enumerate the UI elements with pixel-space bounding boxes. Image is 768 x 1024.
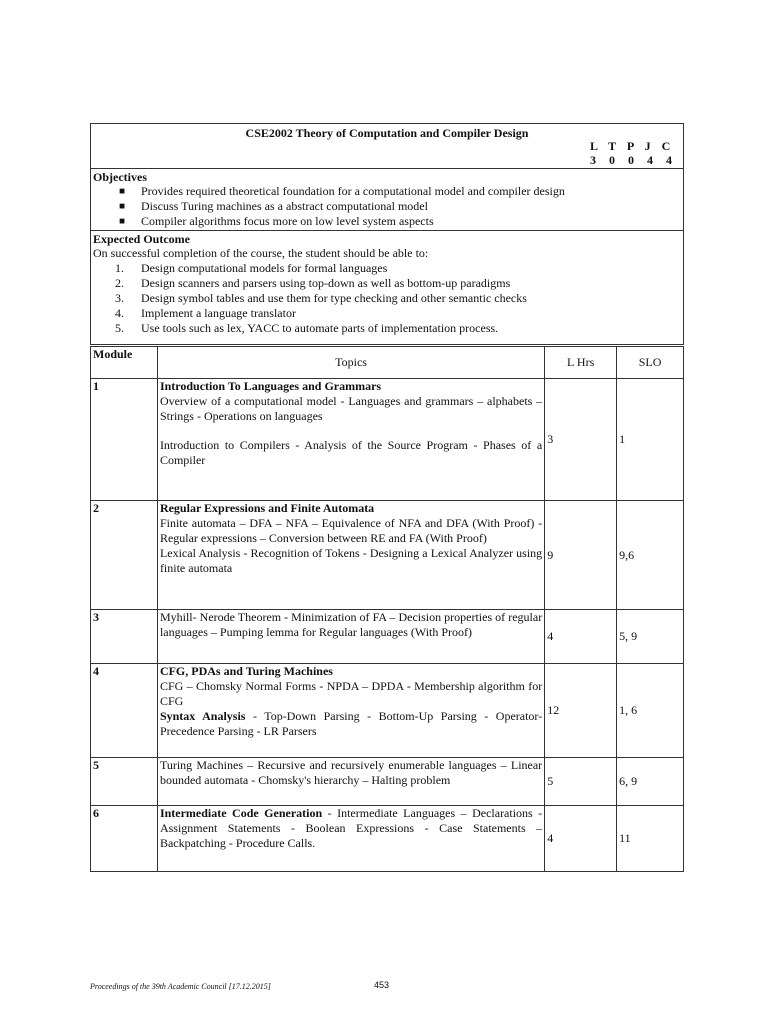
syllabus-sheet	[90, 123, 684, 850]
course-title-block	[90, 123, 684, 169]
module-lhrs: 3	[545, 379, 617, 501]
module-topics	[157, 806, 544, 872]
table-row	[91, 501, 684, 610]
module-topics	[157, 610, 544, 664]
objective-item	[93, 184, 681, 199]
module-text: Introduction to Compilers - Analysis of the Source Program - Phases of a Compiler	[159, 438, 543, 467]
outcome-text: Use tools such as lex, YACC to automate parts of implementation process.	[141, 321, 499, 335]
module-number: 4	[91, 664, 158, 758]
module-text: Lexical Analysis - Recognition of Tokens - Designing a Lexical Analyzer using finite automata	[159, 546, 543, 575]
outcome-item: 3. Design symbol tables and use them for type checking and other semantic checks	[115, 291, 527, 305]
module-text: Finite automata – DFA – NFA – Equivalence of NFA and DFA (With Proof) - Regular expressions – Conversion between RE and FA (With Proof)	[159, 516, 543, 545]
table-row	[91, 806, 684, 872]
outcome-heading: Expected Outcome	[93, 232, 190, 246]
module-lhrs: 9	[545, 501, 617, 610]
objectives-heading: Objectives	[93, 170, 147, 184]
table-row	[91, 610, 684, 664]
module-number: 3	[91, 610, 158, 664]
bullet-icon: ■	[119, 186, 126, 197]
header-topics: Topics	[157, 347, 544, 379]
module-number: 5	[91, 758, 158, 806]
module-topics	[157, 758, 544, 806]
ltpjc-values: 3 0 0 4 4	[590, 153, 677, 167]
module-slo: 5, 9	[617, 610, 684, 664]
module-number: 2	[91, 501, 158, 610]
header-module: Module	[91, 347, 158, 379]
module-text	[160, 806, 542, 851]
ltpjc-label: L T P J C	[590, 139, 675, 153]
outcome-item: 2. Design scanners and parsers using top-down as well as bottom-up paradigms	[115, 276, 511, 290]
module-lhrs: 12	[545, 664, 617, 758]
module-title: Regular Expressions and Finite Automata	[159, 501, 375, 515]
module-topics	[157, 664, 544, 758]
outcome-text: Implement a language translator	[141, 306, 296, 320]
outcome-intro: On successful completion of the course, the student should be able to:	[93, 246, 429, 260]
module-subtitle: Intermediate Code Generation	[159, 806, 323, 820]
module-lhrs: 4	[545, 806, 617, 872]
outcome-text: Design symbol tables and use them for type checking and other semantic checks	[141, 291, 527, 305]
bullet-icon: ■	[119, 201, 126, 212]
page-number: 453	[374, 980, 390, 990]
module-title: Introduction To Languages and Grammars	[159, 379, 382, 393]
table-header-row	[91, 347, 684, 379]
outcome-text: Design computational models for formal languages	[141, 261, 388, 275]
module-subtext: - Intermediate Languages – Declarations - Assignment Statements - Boolean Expressions - Case Statements – Backpatching - Procedure Calls.	[159, 806, 543, 850]
module-topics	[157, 379, 544, 501]
module-number: 6	[91, 806, 158, 872]
module-subtext: - Top-Down Parsing - Bottom-Up Parsing - Operator-Precedence Parsing - LR Parsers	[159, 709, 543, 738]
header-lhrs: L Hrs	[545, 347, 617, 379]
module-text: Overview of a computational model - Languages and grammars – alphabets – Strings - Operations on languages	[159, 394, 543, 423]
footer-proceedings: Proceedings of the 39th Academic Council [17.12.2015]	[90, 982, 271, 991]
module-text: Turing Machines – Recursive and recursively enumerable languages – Linear bounded automata - Chomsky's hierarchy – Halting problem	[159, 758, 543, 787]
module-slo: 1	[617, 379, 684, 501]
module-text: Myhill- Nerode Theorem - Minimization of FA – Decision properties of regular languages – Pumping lemma for Regular languages (With Proof)	[159, 610, 543, 639]
module-slo: 11	[617, 806, 684, 872]
outcome-text: Design scanners and parsers using top-down as well as bottom-up paradigms	[141, 276, 511, 290]
module-lhrs: 5	[545, 758, 617, 806]
module-title: CFG, PDAs and Turing Machines	[159, 664, 333, 678]
module-subtitle: Syntax Analysis	[159, 709, 246, 723]
table-row	[91, 758, 684, 806]
table-row	[91, 379, 684, 501]
outcome-item: 4. Implement a language translator	[115, 306, 296, 320]
module-lhrs: 4	[545, 610, 617, 664]
modules-table	[90, 346, 684, 872]
bullet-icon: ■	[119, 216, 126, 227]
module-text	[160, 709, 542, 739]
objective-text: Discuss Turing machines as a abstract computational model	[141, 199, 428, 213]
module-slo: 1, 6	[617, 664, 684, 758]
objective-text: Provides required theoretical foundation for a computational model and compiler design	[141, 184, 565, 198]
ltpjc-credits	[590, 139, 677, 167]
module-slo: 9,6	[617, 501, 684, 610]
header-slo: SLO	[617, 347, 684, 379]
expected-outcome-block	[90, 231, 684, 345]
objective-item	[93, 214, 681, 229]
module-slo: 6, 9	[617, 758, 684, 806]
objective-text: Compiler algorithms focus more on low level system aspects	[141, 214, 434, 228]
outcome-item: 1. Design computational models for formal languages	[115, 261, 388, 275]
table-row	[91, 664, 684, 758]
module-topics	[157, 501, 544, 610]
module-number: 1	[91, 379, 158, 501]
course-title: CSE2002 Theory of Computation and Compiler Design	[245, 126, 529, 140]
objective-item	[93, 199, 681, 214]
outcome-item: 5. Use tools such as lex, YACC to automate parts of implementation process.	[115, 321, 499, 335]
objectives-block	[90, 169, 684, 231]
module-text: CFG – Chomsky Normal Forms - NPDA – DPDA - Membership algorithm for CFG	[159, 679, 543, 708]
